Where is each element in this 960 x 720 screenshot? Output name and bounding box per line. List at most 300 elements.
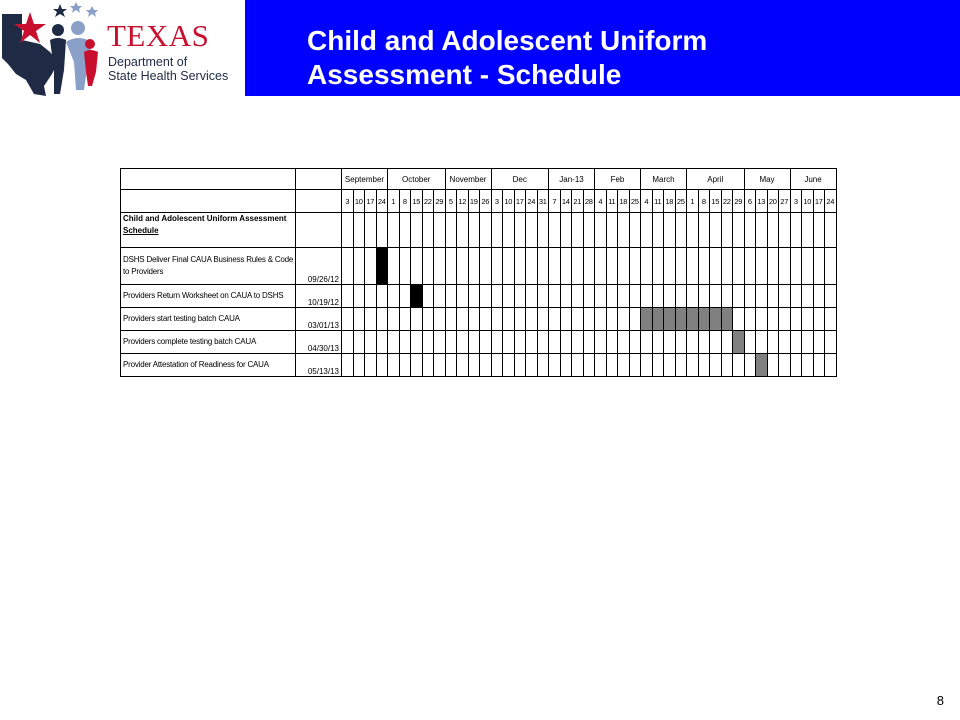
timeline-cell — [595, 213, 607, 248]
timeline-cell — [503, 248, 515, 285]
timeline-cell — [606, 248, 618, 285]
day-header: 24 — [526, 190, 538, 213]
timeline-cell — [526, 213, 538, 248]
day-header: 18 — [618, 190, 630, 213]
timeline-cell — [572, 213, 584, 248]
timeline-cell — [744, 354, 756, 377]
day-header: 10 — [503, 190, 515, 213]
timeline-cell — [595, 248, 607, 285]
timeline-cell — [572, 354, 584, 377]
timeline-cell — [595, 354, 607, 377]
timeline-cell — [549, 354, 561, 377]
day-header: 3 — [342, 190, 354, 213]
timeline-cell — [641, 248, 653, 285]
timeline-cell — [480, 248, 492, 285]
timeline-cell — [411, 308, 423, 331]
blank-cell — [121, 190, 296, 213]
timeline-cell — [365, 213, 377, 248]
timeline-cell — [388, 285, 400, 308]
timeline-cell — [491, 248, 503, 285]
timeline-cell — [698, 354, 710, 377]
timeline-cell — [572, 331, 584, 354]
timeline-cell — [733, 308, 745, 331]
timeline-cell — [514, 213, 526, 248]
day-header: 27 — [779, 190, 791, 213]
timeline-cell — [629, 308, 641, 331]
timeline-cell — [652, 331, 664, 354]
timeline-cell — [480, 308, 492, 331]
month-header: Dec — [491, 169, 549, 190]
timeline-cell — [767, 354, 779, 377]
timeline-cell — [422, 248, 434, 285]
task-date: 05/13/13 — [296, 354, 342, 377]
day-header: 6 — [744, 190, 756, 213]
day-header: 17 — [813, 190, 825, 213]
schedule-title-line2: Schedule — [123, 226, 159, 235]
timeline-cell — [549, 248, 561, 285]
task-date: 03/01/13 — [296, 308, 342, 331]
timeline-cell — [342, 248, 354, 285]
timeline-cell — [422, 354, 434, 377]
timeline-cell — [342, 331, 354, 354]
timeline-cell — [756, 213, 768, 248]
timeline-cell — [491, 331, 503, 354]
timeline-cell — [779, 285, 791, 308]
timeline-cell — [687, 248, 699, 285]
day-header: 25 — [675, 190, 687, 213]
timeline-cell — [503, 308, 515, 331]
timeline-cell — [664, 354, 676, 377]
timeline-cell — [790, 285, 802, 308]
timeline-cell — [790, 354, 802, 377]
timeline-cell — [399, 213, 411, 248]
timeline-cell — [802, 354, 814, 377]
timeline-cell — [813, 354, 825, 377]
timeline-cell — [825, 308, 837, 331]
timeline-cell — [353, 248, 365, 285]
day-header: 17 — [365, 190, 377, 213]
timeline-cell — [710, 213, 722, 248]
timeline-cell — [583, 285, 595, 308]
timeline-cell — [721, 285, 733, 308]
timeline-cell — [468, 248, 480, 285]
timeline-cell — [365, 285, 377, 308]
timeline-cell — [606, 213, 618, 248]
day-header: 31 — [537, 190, 549, 213]
timeline-cell — [434, 248, 446, 285]
day-header: 7 — [549, 190, 561, 213]
timeline-cell — [526, 248, 538, 285]
timeline-cell — [480, 213, 492, 248]
timeline-cell — [549, 285, 561, 308]
timeline-cell — [457, 213, 469, 248]
timeline-cell — [445, 248, 457, 285]
month-header: Feb — [595, 169, 641, 190]
timeline-cell — [675, 248, 687, 285]
timeline-cell — [342, 213, 354, 248]
timeline-cell — [583, 331, 595, 354]
timeline-cell — [802, 213, 814, 248]
timeline-cell — [549, 308, 561, 331]
timeline-cell — [744, 248, 756, 285]
timeline-cell — [468, 285, 480, 308]
timeline-cell — [606, 285, 618, 308]
timeline-cell — [457, 248, 469, 285]
month-header: March — [641, 169, 687, 190]
task-name: DSHS Deliver Final CAUA Business Rules & Code to Providers — [121, 248, 296, 285]
gantt-bar-cell — [675, 308, 687, 331]
timeline-cell — [641, 354, 653, 377]
timeline-cell — [744, 213, 756, 248]
timeline-cell — [813, 213, 825, 248]
timeline-cell — [583, 354, 595, 377]
timeline-cell — [388, 248, 400, 285]
timeline-cell — [595, 308, 607, 331]
timeline-cell — [514, 285, 526, 308]
timeline-cell — [698, 285, 710, 308]
timeline-cell — [733, 354, 745, 377]
page-title — [307, 24, 707, 92]
timeline-cell — [445, 354, 457, 377]
timeline-cell — [641, 331, 653, 354]
timeline-cell — [491, 213, 503, 248]
day-header: 19 — [468, 190, 480, 213]
timeline-cell — [422, 308, 434, 331]
timeline-cell — [779, 331, 791, 354]
timeline-cell — [813, 248, 825, 285]
timeline-cell — [491, 354, 503, 377]
timeline-cell — [572, 308, 584, 331]
timeline-cell — [813, 331, 825, 354]
schedule-gantt-table — [120, 168, 837, 377]
month-header: May — [744, 169, 790, 190]
timeline-cell — [767, 331, 779, 354]
day-header: 4 — [641, 190, 653, 213]
timeline-cell — [399, 308, 411, 331]
timeline-cell — [756, 308, 768, 331]
schedule-title-line1: Child and Adolescent Uniform Assessment — [123, 214, 287, 223]
timeline-cell — [468, 308, 480, 331]
timeline-cell — [411, 248, 423, 285]
timeline-cell — [560, 248, 572, 285]
gantt-bar-cell — [411, 285, 423, 308]
timeline-cell — [606, 354, 618, 377]
day-header: 29 — [733, 190, 745, 213]
timeline-cell — [411, 331, 423, 354]
timeline-cell — [767, 213, 779, 248]
timeline-cell — [733, 213, 745, 248]
timeline-cell — [526, 354, 538, 377]
task-name: Providers Return Worksheet on CAUA to DSHS — [121, 285, 296, 308]
day-header: 22 — [721, 190, 733, 213]
timeline-cell — [583, 308, 595, 331]
timeline-cell — [652, 285, 664, 308]
timeline-cell — [583, 213, 595, 248]
timeline-cell — [434, 354, 446, 377]
timeline-cell — [652, 213, 664, 248]
day-header: 13 — [756, 190, 768, 213]
timeline-cell — [802, 285, 814, 308]
timeline-cell — [526, 285, 538, 308]
timeline-cell — [721, 248, 733, 285]
timeline-cell — [664, 285, 676, 308]
timeline-cell — [641, 213, 653, 248]
blank-cell — [296, 169, 342, 190]
timeline-cell — [779, 308, 791, 331]
timeline-cell — [342, 354, 354, 377]
task-row — [121, 331, 837, 354]
month-header: Jan-13 — [549, 169, 595, 190]
day-header: 25 — [629, 190, 641, 213]
timeline-cell — [733, 285, 745, 308]
day-header: 3 — [491, 190, 503, 213]
timeline-cell — [365, 308, 377, 331]
timeline-cell — [572, 285, 584, 308]
day-header: 8 — [698, 190, 710, 213]
day-header: 15 — [411, 190, 423, 213]
timeline-cell — [560, 331, 572, 354]
timeline-cell — [641, 285, 653, 308]
timeline-cell — [664, 213, 676, 248]
timeline-cell — [802, 248, 814, 285]
month-header: April — [687, 169, 745, 190]
task-date: 04/30/13 — [296, 331, 342, 354]
timeline-cell — [698, 248, 710, 285]
schedule-title — [121, 213, 296, 248]
timeline-cell — [537, 308, 549, 331]
timeline-cell — [606, 308, 618, 331]
timeline-cell — [687, 354, 699, 377]
timeline-cell — [756, 248, 768, 285]
timeline-cell — [388, 354, 400, 377]
day-header: 5 — [445, 190, 457, 213]
task-date: 10/19/12 — [296, 285, 342, 308]
timeline-cell — [411, 354, 423, 377]
timeline-cell — [825, 354, 837, 377]
month-header: October — [388, 169, 446, 190]
timeline-cell — [353, 285, 365, 308]
timeline-cell — [342, 285, 354, 308]
timeline-cell — [744, 308, 756, 331]
task-date: 09/26/12 — [296, 248, 342, 285]
timeline-cell — [825, 213, 837, 248]
timeline-cell — [480, 285, 492, 308]
timeline-cell — [721, 354, 733, 377]
timeline-cell — [411, 213, 423, 248]
timeline-cell — [537, 331, 549, 354]
timeline-cell — [721, 213, 733, 248]
timeline-cell — [802, 308, 814, 331]
timeline-cell — [399, 285, 411, 308]
timeline-cell — [698, 331, 710, 354]
page-number: 8 — [936, 693, 944, 708]
timeline-cell — [618, 308, 630, 331]
month-header: June — [790, 169, 836, 190]
timeline-cell — [399, 331, 411, 354]
day-header-row — [121, 190, 837, 213]
timeline-cell — [353, 331, 365, 354]
task-name: Providers start testing batch CAUA — [121, 308, 296, 331]
timeline-cell — [537, 213, 549, 248]
timeline-cell — [813, 285, 825, 308]
day-header: 24 — [825, 190, 837, 213]
timeline-cell — [365, 354, 377, 377]
timeline-cell — [813, 308, 825, 331]
task-row — [121, 248, 837, 285]
timeline-cell — [825, 331, 837, 354]
timeline-cell — [790, 308, 802, 331]
day-header: 8 — [399, 190, 411, 213]
timeline-cell — [503, 331, 515, 354]
day-header: 26 — [480, 190, 492, 213]
timeline-cell — [445, 285, 457, 308]
logo-dept-line1: Department of — [108, 55, 188, 69]
timeline-cell — [779, 354, 791, 377]
timeline-cell — [342, 308, 354, 331]
task-row — [121, 354, 837, 377]
task-name: Provider Attestation of Readiness for CAUA — [121, 354, 296, 377]
gantt-bar-cell — [733, 331, 745, 354]
timeline-cell — [376, 331, 388, 354]
timeline-cell — [572, 248, 584, 285]
timeline-cell — [457, 331, 469, 354]
gantt-bar-cell — [376, 248, 388, 285]
header-bar — [245, 0, 960, 96]
timeline-cell — [457, 308, 469, 331]
day-header: 18 — [664, 190, 676, 213]
timeline-cell — [549, 213, 561, 248]
timeline-cell — [629, 213, 641, 248]
timeline-cell — [560, 285, 572, 308]
gantt-bar-cell — [698, 308, 710, 331]
timeline-cell — [710, 285, 722, 308]
timeline-cell — [353, 213, 365, 248]
timeline-cell — [675, 213, 687, 248]
day-header: 21 — [572, 190, 584, 213]
timeline-cell — [422, 285, 434, 308]
timeline-cell — [595, 331, 607, 354]
timeline-cell — [365, 331, 377, 354]
timeline-cell — [618, 331, 630, 354]
page-title-line1: Child and Adolescent Uniform — [307, 25, 708, 56]
day-header: 3 — [790, 190, 802, 213]
blank-cell — [121, 169, 296, 190]
gantt-bar-cell — [756, 354, 768, 377]
timeline-cell — [779, 248, 791, 285]
day-header: 24 — [376, 190, 388, 213]
timeline-cell — [664, 331, 676, 354]
task-row — [121, 285, 837, 308]
timeline-cell — [480, 331, 492, 354]
timeline-cell — [595, 285, 607, 308]
day-header: 22 — [422, 190, 434, 213]
day-header: 14 — [560, 190, 572, 213]
timeline-cell — [434, 213, 446, 248]
timeline-cell — [434, 331, 446, 354]
month-header: November — [445, 169, 491, 190]
timeline-cell — [756, 285, 768, 308]
timeline-cell — [710, 248, 722, 285]
timeline-cell — [767, 308, 779, 331]
timeline-cell — [537, 354, 549, 377]
timeline-cell — [618, 285, 630, 308]
timeline-cell — [790, 213, 802, 248]
timeline-cell — [687, 213, 699, 248]
timeline-cell — [767, 248, 779, 285]
blank-cell — [296, 190, 342, 213]
timeline-cell — [767, 285, 779, 308]
timeline-cell — [664, 248, 676, 285]
gantt-bar-cell — [687, 308, 699, 331]
logo-area — [0, 0, 245, 96]
timeline-cell — [388, 213, 400, 248]
timeline-cell — [629, 354, 641, 377]
timeline-cell — [606, 331, 618, 354]
timeline-cell — [526, 308, 538, 331]
texas-dshs-logo-icon — [0, 0, 106, 96]
timeline-cell — [710, 354, 722, 377]
day-header: 17 — [514, 190, 526, 213]
timeline-cell — [503, 354, 515, 377]
logo-dept-line2: State Health Services — [108, 69, 229, 83]
timeline-cell — [790, 331, 802, 354]
timeline-cell — [445, 331, 457, 354]
timeline-cell — [514, 248, 526, 285]
timeline-cell — [618, 354, 630, 377]
timeline-cell — [779, 213, 791, 248]
timeline-cell — [825, 285, 837, 308]
day-header: 15 — [710, 190, 722, 213]
timeline-cell — [675, 331, 687, 354]
gantt-bar-cell — [721, 308, 733, 331]
timeline-cell — [825, 248, 837, 285]
gantt-bar-cell — [641, 308, 653, 331]
timeline-cell — [445, 213, 457, 248]
timeline-cell — [514, 354, 526, 377]
timeline-cell — [376, 213, 388, 248]
timeline-cell — [618, 213, 630, 248]
timeline-cell — [583, 248, 595, 285]
day-header: 11 — [652, 190, 664, 213]
timeline-cell — [698, 213, 710, 248]
day-header: 10 — [353, 190, 365, 213]
timeline-cell — [376, 354, 388, 377]
timeline-cell — [457, 354, 469, 377]
timeline-cell — [560, 354, 572, 377]
day-header: 20 — [767, 190, 779, 213]
timeline-cell — [376, 285, 388, 308]
timeline-cell — [514, 308, 526, 331]
timeline-cell — [756, 331, 768, 354]
timeline-cell — [365, 248, 377, 285]
timeline-cell — [687, 331, 699, 354]
timeline-cell — [744, 285, 756, 308]
timeline-cell — [457, 285, 469, 308]
timeline-cell — [468, 213, 480, 248]
timeline-cell — [388, 308, 400, 331]
schedule-title-row — [121, 213, 837, 248]
timeline-cell — [468, 354, 480, 377]
blank-cell — [296, 213, 342, 248]
timeline-cell — [445, 308, 457, 331]
timeline-cell — [790, 248, 802, 285]
gantt-bar-cell — [710, 308, 722, 331]
timeline-cell — [687, 285, 699, 308]
timeline-cell — [422, 213, 434, 248]
timeline-cell — [434, 308, 446, 331]
timeline-cell — [721, 331, 733, 354]
timeline-cell — [526, 331, 538, 354]
